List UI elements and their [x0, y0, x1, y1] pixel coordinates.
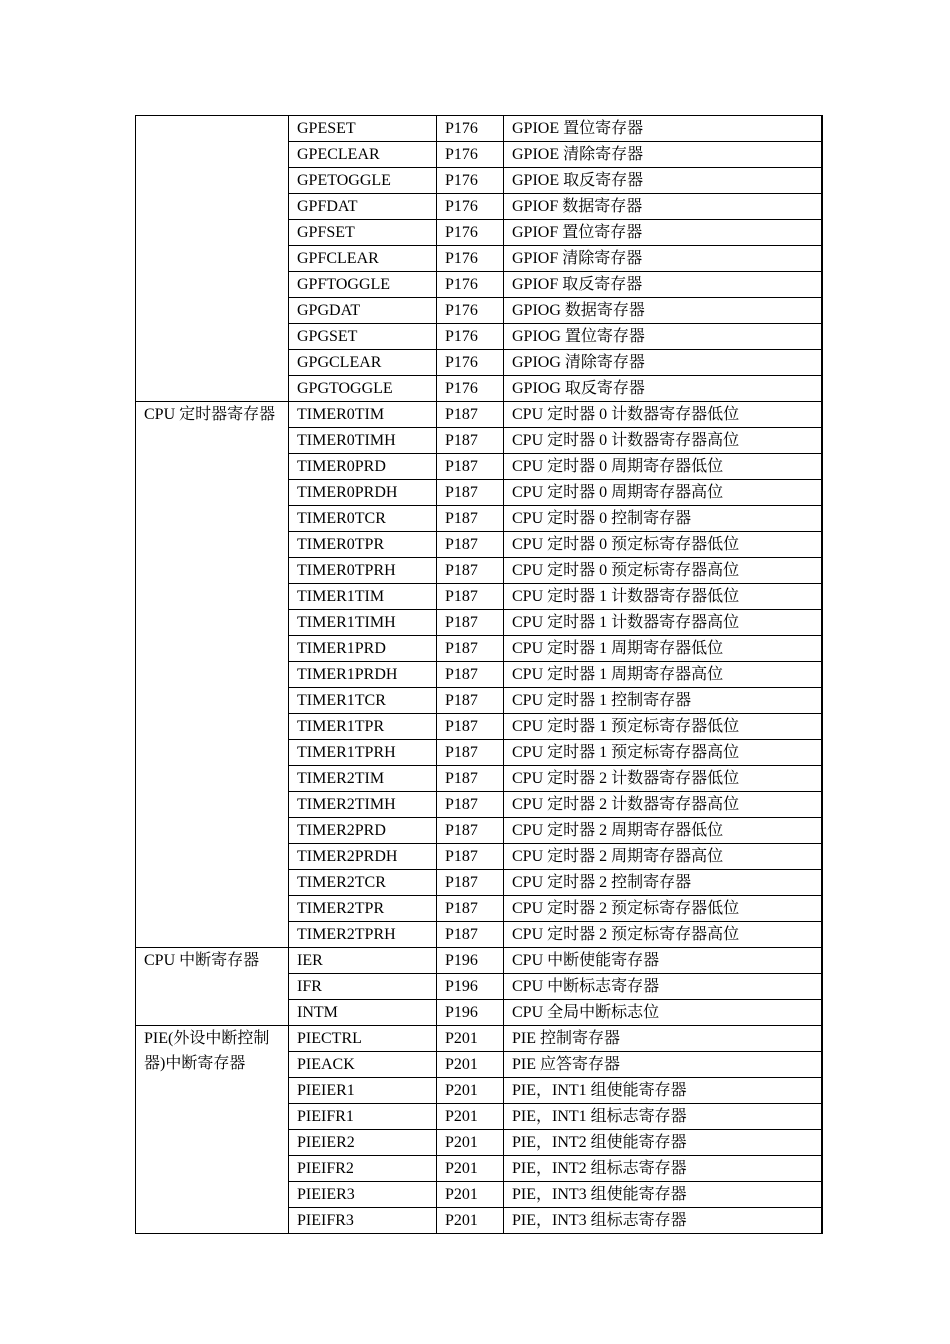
page-ref-cell: P176	[437, 220, 504, 246]
page-ref-cell: P187	[437, 662, 504, 688]
register-name-cell: TIMER1TIM	[289, 584, 437, 610]
description-cell: GPIOG 数据寄存器	[504, 298, 822, 324]
description-cell: GPIOF 数据寄存器	[504, 194, 822, 220]
register-name-cell: TIMER0TIMH	[289, 428, 437, 454]
page-ref-cell: P176	[437, 298, 504, 324]
register-group-label: CPU 定时器寄存器	[136, 402, 289, 948]
page-ref-cell: P196	[437, 974, 504, 1000]
register-name-cell: GPECLEAR	[289, 142, 437, 168]
description-cell: GPIOF 取反寄存器	[504, 272, 822, 298]
page-ref-cell: P187	[437, 558, 504, 584]
page-ref-cell: P187	[437, 506, 504, 532]
table-row	[136, 1026, 822, 1052]
description-cell: GPIOE 清除寄存器	[504, 142, 822, 168]
description-cell: CPU 定时器 0 计数器寄存器高位	[504, 428, 822, 454]
page-ref-cell: P187	[437, 896, 504, 922]
register-name-cell: PIECTRL	[289, 1026, 437, 1052]
description-cell: GPIOG 取反寄存器	[504, 376, 822, 402]
register-table	[135, 115, 823, 1234]
register-table-body	[136, 116, 822, 1234]
description-cell: CPU 定时器 1 计数器寄存器低位	[504, 584, 822, 610]
page-ref-cell: P187	[437, 922, 504, 948]
page-ref-cell: P187	[437, 454, 504, 480]
page-ref-cell: P196	[437, 948, 504, 974]
register-group-label: CPU 中断寄存器	[136, 948, 289, 1026]
register-name-cell: PIEIFR2	[289, 1156, 437, 1182]
description-cell: CPU 定时器 0 预定标寄存器低位	[504, 532, 822, 558]
page-ref-cell: P176	[437, 168, 504, 194]
description-cell: PIE，INT1 组标志寄存器	[504, 1104, 822, 1130]
page-ref-cell: P187	[437, 714, 504, 740]
description-cell: CPU 定时器 2 周期寄存器低位	[504, 818, 822, 844]
description-cell: PIE，INT2 组使能寄存器	[504, 1130, 822, 1156]
page-ref-cell: P201	[437, 1130, 504, 1156]
register-name-cell: GPFSET	[289, 220, 437, 246]
register-name-cell: IER	[289, 948, 437, 974]
description-cell: CPU 定时器 2 预定标寄存器低位	[504, 896, 822, 922]
table-row	[136, 116, 822, 142]
register-name-cell: TIMER2TIMH	[289, 792, 437, 818]
register-name-cell: TIMER1TPRH	[289, 740, 437, 766]
page-ref-cell: P187	[437, 480, 504, 506]
description-cell: CPU 定时器 0 计数器寄存器低位	[504, 402, 822, 428]
description-cell: CPU 定时器 2 计数器寄存器高位	[504, 792, 822, 818]
register-name-cell: TIMER0PRDH	[289, 480, 437, 506]
page-ref-cell: P201	[437, 1078, 504, 1104]
register-group-label: PIE(外设中断控制器)中断寄存器	[136, 1026, 289, 1234]
page-ref-cell: P187	[437, 610, 504, 636]
register-name-cell: GPGTOGGLE	[289, 376, 437, 402]
description-cell: CPU 全局中断标志位	[504, 1000, 822, 1026]
register-name-cell: TIMER2PRDH	[289, 844, 437, 870]
description-cell: CPU 定时器 2 控制寄存器	[504, 870, 822, 896]
page-ref-cell: P187	[437, 844, 504, 870]
register-name-cell: TIMER1TIMH	[289, 610, 437, 636]
register-name-cell: TIMER2TPRH	[289, 922, 437, 948]
register-name-cell: TIMER2TCR	[289, 870, 437, 896]
register-name-cell: PIEIER3	[289, 1182, 437, 1208]
register-name-cell: GPGSET	[289, 324, 437, 350]
description-cell: CPU 定时器 1 预定标寄存器低位	[504, 714, 822, 740]
page-ref-cell: P201	[437, 1104, 504, 1130]
description-cell: CPU 定时器 2 周期寄存器高位	[504, 844, 822, 870]
description-cell: CPU 定时器 1 预定标寄存器高位	[504, 740, 822, 766]
description-cell: CPU 定时器 1 计数器寄存器高位	[504, 610, 822, 636]
page-ref-cell: P201	[437, 1182, 504, 1208]
page-ref-cell: P201	[437, 1026, 504, 1052]
description-cell: CPU 中断使能寄存器	[504, 948, 822, 974]
page-ref-cell: P187	[437, 792, 504, 818]
page-ref-cell: P187	[437, 428, 504, 454]
register-name-cell: PIEIER1	[289, 1078, 437, 1104]
page-ref-cell: P187	[437, 818, 504, 844]
register-name-cell: GPFTOGGLE	[289, 272, 437, 298]
table-row	[136, 948, 822, 974]
page-ref-cell: P187	[437, 688, 504, 714]
register-name-cell: PIEIFR1	[289, 1104, 437, 1130]
description-cell: GPIOG 清除寄存器	[504, 350, 822, 376]
register-group-label	[136, 116, 289, 402]
page-ref-cell: P187	[437, 584, 504, 610]
description-cell: CPU 定时器 0 周期寄存器高位	[504, 480, 822, 506]
page-ref-cell: P201	[437, 1208, 504, 1234]
description-cell: CPU 定时器 2 预定标寄存器高位	[504, 922, 822, 948]
description-cell: GPIOF 置位寄存器	[504, 220, 822, 246]
page-ref-cell: P176	[437, 324, 504, 350]
page-ref-cell: P176	[437, 350, 504, 376]
register-name-cell: PIEIFR3	[289, 1208, 437, 1234]
page-ref-cell: P176	[437, 246, 504, 272]
register-name-cell: IFR	[289, 974, 437, 1000]
page-ref-cell: P187	[437, 636, 504, 662]
register-name-cell: TIMER1TCR	[289, 688, 437, 714]
description-cell: GPIOE 取反寄存器	[504, 168, 822, 194]
register-name-cell: TIMER2TPR	[289, 896, 437, 922]
description-cell: CPU 定时器 0 周期寄存器低位	[504, 454, 822, 480]
register-name-cell: TIMER2PRD	[289, 818, 437, 844]
page-ref-cell: P176	[437, 142, 504, 168]
description-cell: PIE，INT2 组标志寄存器	[504, 1156, 822, 1182]
page-ref-cell: P176	[437, 272, 504, 298]
page-ref-cell: P187	[437, 740, 504, 766]
register-name-cell: TIMER0PRD	[289, 454, 437, 480]
register-name-cell: PIEACK	[289, 1052, 437, 1078]
description-cell: GPIOE 置位寄存器	[504, 116, 822, 142]
register-name-cell: TIMER0TPR	[289, 532, 437, 558]
page-ref-cell: P176	[437, 376, 504, 402]
description-cell: CPU 定时器 2 计数器寄存器低位	[504, 766, 822, 792]
description-cell: CPU 定时器 1 周期寄存器高位	[504, 662, 822, 688]
register-name-cell: PIEIER2	[289, 1130, 437, 1156]
description-cell: GPIOF 清除寄存器	[504, 246, 822, 272]
register-name-cell: TIMER1PRD	[289, 636, 437, 662]
table-row	[136, 402, 822, 428]
description-cell: PIE 控制寄存器	[504, 1026, 822, 1052]
register-name-cell: GPGDAT	[289, 298, 437, 324]
page-ref-cell: P187	[437, 532, 504, 558]
description-cell: CPU 中断标志寄存器	[504, 974, 822, 1000]
page-ref-cell: P187	[437, 870, 504, 896]
register-name-cell: GPETOGGLE	[289, 168, 437, 194]
register-name-cell: TIMER0TPRH	[289, 558, 437, 584]
register-name-cell: GPFCLEAR	[289, 246, 437, 272]
description-cell: CPU 定时器 1 控制寄存器	[504, 688, 822, 714]
page-ref-cell: P196	[437, 1000, 504, 1026]
description-cell: PIE 应答寄存器	[504, 1052, 822, 1078]
register-name-cell: TIMER2TIM	[289, 766, 437, 792]
page-ref-cell: P176	[437, 116, 504, 142]
page-ref-cell: P176	[437, 194, 504, 220]
register-name-cell: TIMER0TIM	[289, 402, 437, 428]
register-name-cell: TIMER1TPR	[289, 714, 437, 740]
description-cell: CPU 定时器 0 预定标寄存器高位	[504, 558, 822, 584]
register-name-cell: TIMER1PRDH	[289, 662, 437, 688]
register-name-cell: INTM	[289, 1000, 437, 1026]
page-ref-cell: P187	[437, 766, 504, 792]
description-cell: GPIOG 置位寄存器	[504, 324, 822, 350]
register-name-cell: TIMER0TCR	[289, 506, 437, 532]
page-ref-cell: P201	[437, 1052, 504, 1078]
description-cell: CPU 定时器 0 控制寄存器	[504, 506, 822, 532]
description-cell: PIE，INT3 组标志寄存器	[504, 1208, 822, 1234]
register-name-cell: GPFDAT	[289, 194, 437, 220]
page-ref-cell: P201	[437, 1156, 504, 1182]
register-name-cell: GPGCLEAR	[289, 350, 437, 376]
page-ref-cell: P187	[437, 402, 504, 428]
description-cell: CPU 定时器 1 周期寄存器低位	[504, 636, 822, 662]
register-name-cell: GPESET	[289, 116, 437, 142]
description-cell: PIE，INT1 组使能寄存器	[504, 1078, 822, 1104]
description-cell: PIE，INT3 组使能寄存器	[504, 1182, 822, 1208]
